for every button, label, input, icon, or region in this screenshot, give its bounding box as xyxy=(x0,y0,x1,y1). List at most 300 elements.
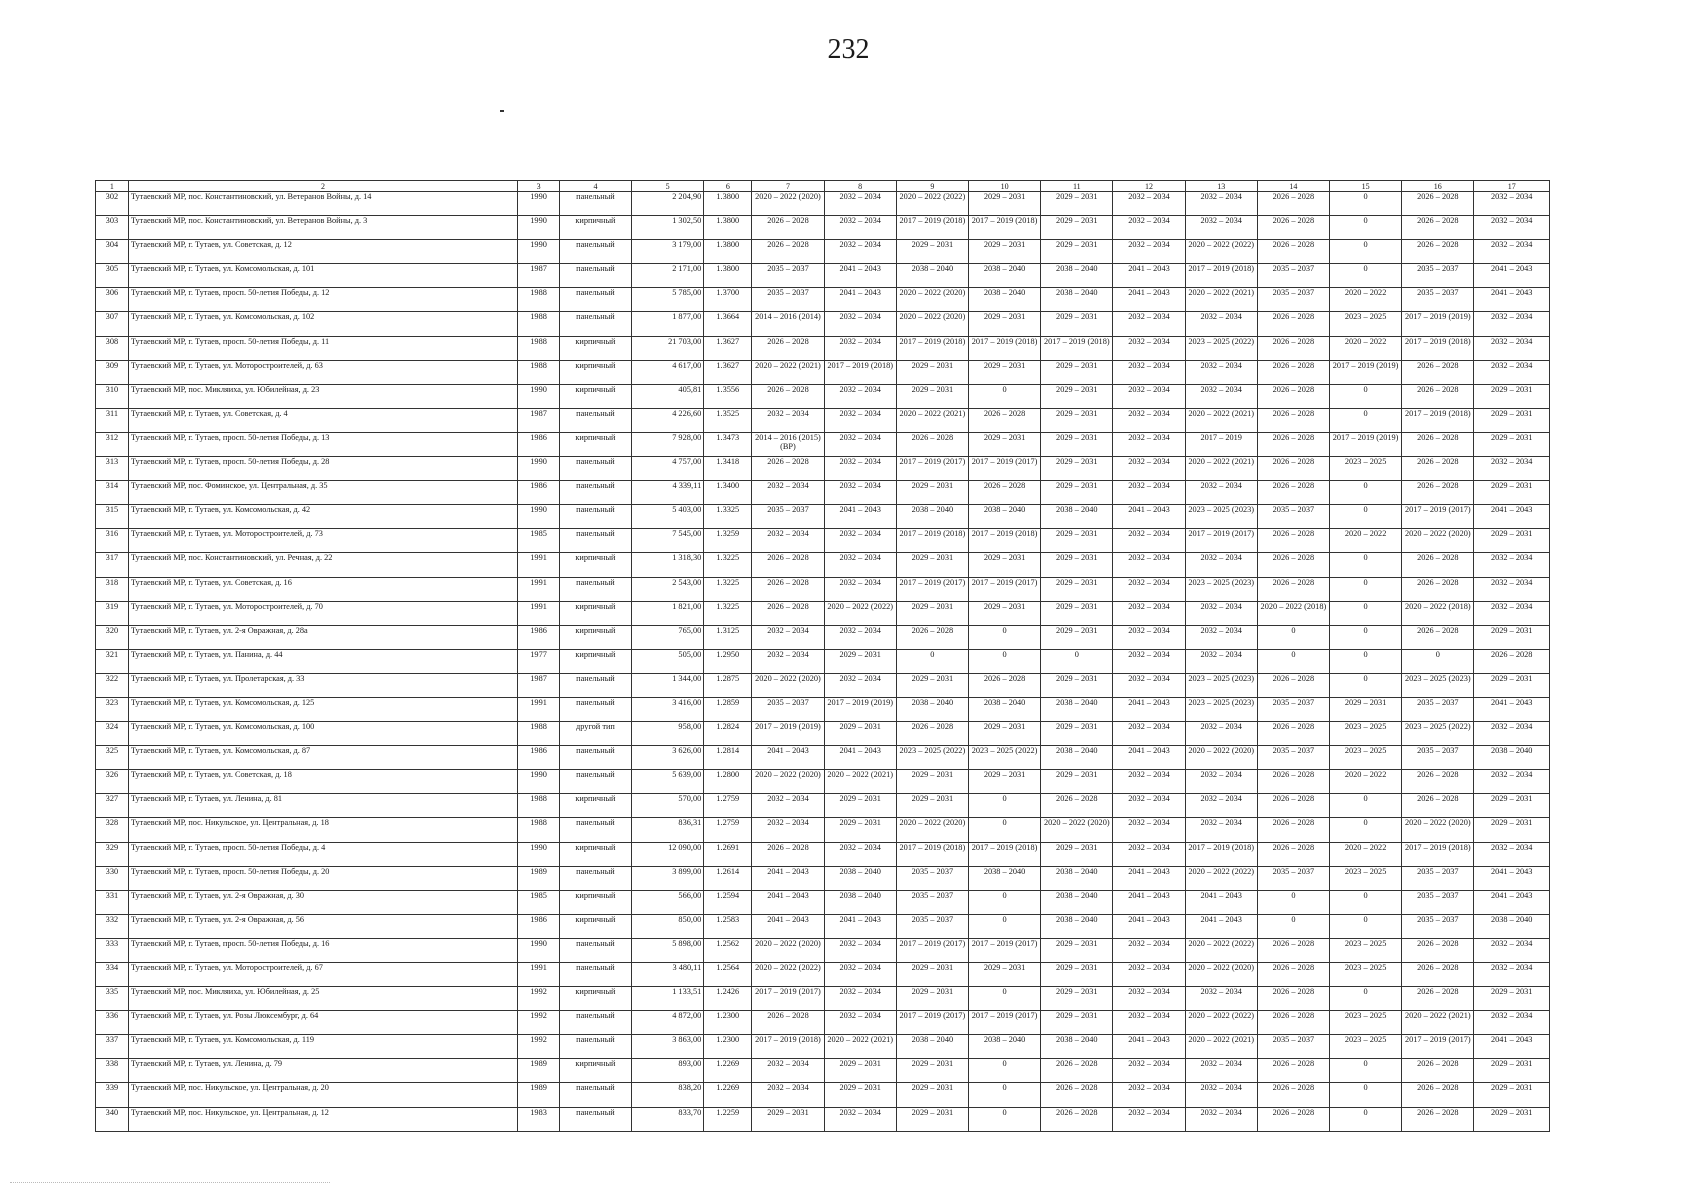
term-col-13-cell: 2032 – 2034 xyxy=(1185,818,1257,842)
year-built-cell: 1989 xyxy=(518,1083,560,1107)
year-built-cell: 1986 xyxy=(518,746,560,770)
coefficient-cell: 1.2259 xyxy=(704,1107,752,1131)
term-col-16-cell: 2023 – 2025 (2022) xyxy=(1402,722,1474,746)
total-area-cell: 4 617,00 xyxy=(632,360,704,384)
term-col-13-cell: 2032 – 2034 xyxy=(1185,722,1257,746)
term-col-13-cell: 2032 – 2034 xyxy=(1185,1107,1257,1131)
table-row xyxy=(96,794,1550,818)
total-area-cell: 893,00 xyxy=(632,1059,704,1083)
wall-material-cell: кирпичный xyxy=(559,987,631,1011)
year-built-cell: 1986 xyxy=(518,481,560,505)
term-col-10-cell: 2038 – 2040 xyxy=(968,288,1040,312)
term-col-13-cell: 2020 – 2022 (2020) xyxy=(1185,963,1257,987)
year-built-cell: 1992 xyxy=(518,987,560,1011)
term-col-13-cell: 2032 – 2034 xyxy=(1185,601,1257,625)
address-cell: Тутаевский МР, г. Тутаев, ул. Ленина, д. 81 xyxy=(128,794,517,818)
term-col-11-cell: 2029 – 2031 xyxy=(1041,601,1113,625)
term-col-8-cell: 2032 – 2034 xyxy=(824,192,896,216)
wall-material-cell: панельный xyxy=(559,866,631,890)
term-col-13-cell: 2017 – 2019 (2018) xyxy=(1185,842,1257,866)
coefficient-cell: 1.2814 xyxy=(704,746,752,770)
term-col-15-cell: 2017 – 2019 (2019) xyxy=(1330,360,1402,384)
term-col-11-cell: 2029 – 2031 xyxy=(1041,770,1113,794)
term-col-14-cell: 2035 – 2037 xyxy=(1257,746,1329,770)
row-number-cell: 329 xyxy=(96,842,129,866)
term-col-14-cell: 2026 – 2028 xyxy=(1257,529,1329,553)
term-col-11-cell: 2029 – 2031 xyxy=(1041,722,1113,746)
term-col-9-cell: 2029 – 2031 xyxy=(896,963,968,987)
term-col-8-cell: 2032 – 2034 xyxy=(824,577,896,601)
wall-material-cell: панельный xyxy=(559,577,631,601)
address-cell: Тутаевский МР, г. Тутаев, ул. Панина, д. 44 xyxy=(128,649,517,673)
term-col-13-cell: 2020 – 2022 (2022) xyxy=(1185,866,1257,890)
column-header-6: 6 xyxy=(704,181,752,192)
address-cell: Тутаевский МР, пос. Фоминское, ул. Центральная, д. 35 xyxy=(128,481,517,505)
year-built-cell: 1990 xyxy=(518,192,560,216)
table-row xyxy=(96,336,1550,360)
term-col-11-cell: 2029 – 2031 xyxy=(1041,673,1113,697)
table-row xyxy=(96,649,1550,673)
wall-material-cell: кирпичный xyxy=(559,384,631,408)
term-col-15-cell: 2023 – 2025 xyxy=(1330,866,1402,890)
term-col-15-cell: 0 xyxy=(1330,1059,1402,1083)
coefficient-cell: 1.3556 xyxy=(704,384,752,408)
wall-material-cell: панельный xyxy=(559,312,631,336)
wall-material-cell: панельный xyxy=(559,529,631,553)
row-number-cell: 308 xyxy=(96,336,129,360)
term-col-7-cell: 2035 – 2037 xyxy=(752,288,824,312)
term-col-12-cell: 2032 – 2034 xyxy=(1113,192,1185,216)
term-col-7-cell: 2017 – 2019 (2017) xyxy=(752,987,824,1011)
total-area-cell: 3 626,00 xyxy=(632,746,704,770)
year-built-cell: 1987 xyxy=(518,264,560,288)
term-col-15-cell: 0 xyxy=(1330,505,1402,529)
term-col-10-cell: 2029 – 2031 xyxy=(968,192,1040,216)
term-col-9-cell: 2017 – 2019 (2018) xyxy=(896,336,968,360)
term-col-15-cell: 0 xyxy=(1330,1107,1402,1131)
term-col-7-cell: 2026 – 2028 xyxy=(752,577,824,601)
term-col-8-cell: 2032 – 2034 xyxy=(824,481,896,505)
column-header-14: 14 xyxy=(1257,181,1329,192)
coefficient-cell: 1.2269 xyxy=(704,1083,752,1107)
coefficient-cell: 1.2824 xyxy=(704,722,752,746)
term-col-8-cell: 2029 – 2031 xyxy=(824,818,896,842)
total-area-cell: 2 543,00 xyxy=(632,577,704,601)
term-col-10-cell: 2029 – 2031 xyxy=(968,432,1040,456)
total-area-cell: 4 339,11 xyxy=(632,481,704,505)
term-col-9-cell: 2017 – 2019 (2018) xyxy=(896,842,968,866)
term-col-13-cell: 2017 – 2019 (2017) xyxy=(1185,529,1257,553)
term-col-17-cell: 2041 – 2043 xyxy=(1474,505,1550,529)
term-col-14-cell: 2026 – 2028 xyxy=(1257,818,1329,842)
term-col-13-cell: 2032 – 2034 xyxy=(1185,649,1257,673)
column-header-11: 11 xyxy=(1041,181,1113,192)
coefficient-cell: 1.3800 xyxy=(704,240,752,264)
coefficient-cell: 1.2859 xyxy=(704,697,752,721)
term-col-9-cell: 2029 – 2031 xyxy=(896,360,968,384)
term-col-14-cell: 2035 – 2037 xyxy=(1257,697,1329,721)
term-col-16-cell: 2035 – 2037 xyxy=(1402,890,1474,914)
term-col-15-cell: 0 xyxy=(1330,240,1402,264)
term-col-17-cell: 2041 – 2043 xyxy=(1474,1035,1550,1059)
table-row xyxy=(96,866,1550,890)
term-col-11-cell: 2017 – 2019 (2018) xyxy=(1041,336,1113,360)
term-col-10-cell: 2029 – 2031 xyxy=(968,240,1040,264)
term-col-11-cell: 2029 – 2031 xyxy=(1041,432,1113,456)
total-area-cell: 5 785,00 xyxy=(632,288,704,312)
term-col-14-cell: 2026 – 2028 xyxy=(1257,384,1329,408)
row-number-cell: 303 xyxy=(96,216,129,240)
total-area-cell: 21 703,00 xyxy=(632,336,704,360)
term-col-17-cell: 2032 – 2034 xyxy=(1474,601,1550,625)
term-col-11-cell: 2029 – 2031 xyxy=(1041,384,1113,408)
coefficient-cell: 1.2300 xyxy=(704,1011,752,1035)
term-col-10-cell: 0 xyxy=(968,1059,1040,1083)
year-built-cell: 1988 xyxy=(518,722,560,746)
term-col-17-cell: 2029 – 2031 xyxy=(1474,794,1550,818)
total-area-cell: 850,00 xyxy=(632,914,704,938)
term-col-9-cell: 2026 – 2028 xyxy=(896,625,968,649)
term-col-14-cell: 2026 – 2028 xyxy=(1257,553,1329,577)
year-built-cell: 1990 xyxy=(518,505,560,529)
term-col-13-cell: 2017 – 2019 (2018) xyxy=(1185,264,1257,288)
year-built-cell: 1992 xyxy=(518,1011,560,1035)
term-col-9-cell: 2029 – 2031 xyxy=(896,794,968,818)
total-area-cell: 5 898,00 xyxy=(632,938,704,962)
wall-material-cell: панельный xyxy=(559,1011,631,1035)
term-col-16-cell: 2020 – 2022 (2020) xyxy=(1402,818,1474,842)
term-col-10-cell: 0 xyxy=(968,1083,1040,1107)
term-col-11-cell: 2026 – 2028 xyxy=(1041,794,1113,818)
term-col-15-cell: 0 xyxy=(1330,794,1402,818)
term-col-10-cell: 2029 – 2031 xyxy=(968,770,1040,794)
term-col-12-cell: 2032 – 2034 xyxy=(1113,336,1185,360)
coefficient-cell: 1.3800 xyxy=(704,264,752,288)
term-col-7-cell: 2020 – 2022 (2020) xyxy=(752,938,824,962)
term-col-8-cell: 2017 – 2019 (2018) xyxy=(824,360,896,384)
term-col-8-cell: 2020 – 2022 (2021) xyxy=(824,1035,896,1059)
coefficient-cell: 1.3700 xyxy=(704,288,752,312)
term-col-14-cell: 2020 – 2022 (2018) xyxy=(1257,601,1329,625)
term-col-15-cell: 0 xyxy=(1330,481,1402,505)
term-col-10-cell: 2017 – 2019 (2017) xyxy=(968,938,1040,962)
total-area-cell: 765,00 xyxy=(632,625,704,649)
term-col-10-cell: 0 xyxy=(968,794,1040,818)
term-col-10-cell: 2038 – 2040 xyxy=(968,264,1040,288)
year-built-cell: 1988 xyxy=(518,794,560,818)
term-col-7-cell: 2026 – 2028 xyxy=(752,601,824,625)
term-col-17-cell: 2032 – 2034 xyxy=(1474,722,1550,746)
term-col-13-cell: 2032 – 2034 xyxy=(1185,770,1257,794)
term-col-13-cell: 2023 – 2025 (2023) xyxy=(1185,673,1257,697)
term-col-16-cell: 2017 – 2019 (2018) xyxy=(1402,408,1474,432)
term-col-12-cell: 2032 – 2034 xyxy=(1113,649,1185,673)
term-col-9-cell: 2020 – 2022 (2020) xyxy=(896,312,968,336)
row-number-cell: 330 xyxy=(96,866,129,890)
term-col-17-cell: 2026 – 2028 xyxy=(1474,649,1550,673)
table-row xyxy=(96,360,1550,384)
term-col-13-cell: 2041 – 2043 xyxy=(1185,914,1257,938)
term-col-9-cell: 2038 – 2040 xyxy=(896,697,968,721)
term-col-17-cell: 2032 – 2034 xyxy=(1474,577,1550,601)
total-area-cell: 2 171,00 xyxy=(632,264,704,288)
row-number-cell: 323 xyxy=(96,697,129,721)
term-col-12-cell: 2032 – 2034 xyxy=(1113,553,1185,577)
term-col-13-cell: 2032 – 2034 xyxy=(1185,625,1257,649)
table-row xyxy=(96,529,1550,553)
term-col-7-cell: 2026 – 2028 xyxy=(752,1011,824,1035)
row-number-cell: 331 xyxy=(96,890,129,914)
total-area-cell: 838,20 xyxy=(632,1083,704,1107)
term-col-7-cell: 2035 – 2037 xyxy=(752,697,824,721)
term-col-8-cell: 2041 – 2043 xyxy=(824,505,896,529)
table-row xyxy=(96,938,1550,962)
row-number-cell: 339 xyxy=(96,1083,129,1107)
term-col-8-cell: 2032 – 2034 xyxy=(824,384,896,408)
address-cell: Тутаевский МР, пос. Константиновский, ул. Речная, д. 22 xyxy=(128,553,517,577)
term-col-8-cell: 2032 – 2034 xyxy=(824,529,896,553)
term-col-15-cell: 2029 – 2031 xyxy=(1330,697,1402,721)
year-built-cell: 1989 xyxy=(518,866,560,890)
term-col-17-cell: 2029 – 2031 xyxy=(1474,673,1550,697)
table-row xyxy=(96,312,1550,336)
wall-material-cell: панельный xyxy=(559,818,631,842)
table-row xyxy=(96,1083,1550,1107)
term-col-16-cell: 2017 – 2019 (2019) xyxy=(1402,312,1474,336)
term-col-8-cell: 2029 – 2031 xyxy=(824,722,896,746)
term-col-14-cell: 2026 – 2028 xyxy=(1257,336,1329,360)
address-cell: Тутаевский МР, г. Тутаев, ул. Комсомольская, д. 101 xyxy=(128,264,517,288)
term-col-9-cell: 2020 – 2022 (2021) xyxy=(896,408,968,432)
term-col-11-cell: 0 xyxy=(1041,649,1113,673)
year-built-cell: 1990 xyxy=(518,457,560,481)
year-built-cell: 1990 xyxy=(518,240,560,264)
term-col-9-cell: 2029 – 2031 xyxy=(896,673,968,697)
wall-material-cell: кирпичный xyxy=(559,216,631,240)
term-col-10-cell: 2029 – 2031 xyxy=(968,360,1040,384)
term-col-17-cell: 2029 – 2031 xyxy=(1474,625,1550,649)
term-col-14-cell: 2035 – 2037 xyxy=(1257,288,1329,312)
coefficient-cell: 1.2875 xyxy=(704,673,752,697)
row-number-cell: 337 xyxy=(96,1035,129,1059)
wall-material-cell: панельный xyxy=(559,264,631,288)
term-col-7-cell: 2032 – 2034 xyxy=(752,818,824,842)
coefficient-cell: 1.3325 xyxy=(704,505,752,529)
row-number-cell: 318 xyxy=(96,577,129,601)
term-col-16-cell: 2026 – 2028 xyxy=(1402,963,1474,987)
wall-material-cell: кирпичный xyxy=(559,553,631,577)
row-number-cell: 305 xyxy=(96,264,129,288)
term-col-16-cell: 2026 – 2028 xyxy=(1402,216,1474,240)
address-cell: Тутаевский МР, г. Тутаев, ул. Комсомольская, д. 100 xyxy=(128,722,517,746)
address-cell: Тутаевский МР, г. Тутаев, ул. 2-я Овражная, д. 28а xyxy=(128,625,517,649)
term-col-12-cell: 2041 – 2043 xyxy=(1113,1035,1185,1059)
term-col-9-cell: 2026 – 2028 xyxy=(896,722,968,746)
term-col-16-cell: 0 xyxy=(1402,649,1474,673)
coefficient-cell: 1.3473 xyxy=(704,432,752,456)
address-cell: Тутаевский МР, пос. Константиновский, ул. Ветеранов Войны, д. 14 xyxy=(128,192,517,216)
term-col-11-cell: 2038 – 2040 xyxy=(1041,697,1113,721)
address-cell: Тутаевский МР, г. Тутаев, ул. Моторостроителей, д. 67 xyxy=(128,963,517,987)
term-col-12-cell: 2032 – 2034 xyxy=(1113,457,1185,481)
term-col-10-cell: 0 xyxy=(968,1107,1040,1131)
term-col-16-cell: 2020 – 2022 (2020) xyxy=(1402,529,1474,553)
term-col-10-cell: 0 xyxy=(968,384,1040,408)
row-number-cell: 304 xyxy=(96,240,129,264)
term-col-7-cell: 2020 – 2022 (2020) xyxy=(752,770,824,794)
term-col-17-cell: 2038 – 2040 xyxy=(1474,746,1550,770)
term-col-10-cell: 2029 – 2031 xyxy=(968,312,1040,336)
year-built-cell: 1991 xyxy=(518,553,560,577)
row-number-cell: 333 xyxy=(96,938,129,962)
term-col-8-cell: 2020 – 2022 (2022) xyxy=(824,601,896,625)
term-col-8-cell: 2032 – 2034 xyxy=(824,216,896,240)
term-col-15-cell: 0 xyxy=(1330,553,1402,577)
table-row xyxy=(96,697,1550,721)
term-col-9-cell: 2035 – 2037 xyxy=(896,914,968,938)
wall-material-cell: кирпичный xyxy=(559,842,631,866)
row-number-cell: 315 xyxy=(96,505,129,529)
term-col-7-cell: 2041 – 2043 xyxy=(752,746,824,770)
term-col-10-cell: 2017 – 2019 (2017) xyxy=(968,1011,1040,1035)
term-col-9-cell: 0 xyxy=(896,649,968,673)
term-col-16-cell: 2017 – 2019 (2017) xyxy=(1402,1035,1474,1059)
term-col-15-cell: 2023 – 2025 xyxy=(1330,938,1402,962)
term-col-15-cell: 0 xyxy=(1330,601,1402,625)
term-col-13-cell: 2032 – 2034 xyxy=(1185,312,1257,336)
year-built-cell: 1987 xyxy=(518,673,560,697)
term-col-17-cell: 2032 – 2034 xyxy=(1474,457,1550,481)
term-col-10-cell: 2017 – 2019 (2018) xyxy=(968,529,1040,553)
term-col-16-cell: 2020 – 2022 (2018) xyxy=(1402,601,1474,625)
address-cell: Тутаевский МР, г. Тутаев, просп. 50-летия Победы, д. 4 xyxy=(128,842,517,866)
term-col-15-cell: 2023 – 2025 xyxy=(1330,1035,1402,1059)
address-cell: Тутаевский МР, г. Тутаев, ул. Ленина, д. 79 xyxy=(128,1059,517,1083)
term-col-13-cell: 2020 – 2022 (2022) xyxy=(1185,938,1257,962)
term-col-13-cell: 2032 – 2034 xyxy=(1185,1083,1257,1107)
term-col-13-cell: 2020 – 2022 (2021) xyxy=(1185,1035,1257,1059)
wall-material-cell: панельный xyxy=(559,746,631,770)
term-col-12-cell: 2032 – 2034 xyxy=(1113,818,1185,842)
address-cell: Тутаевский МР, пос. Микляиха, ул. Юбилейная, д. 25 xyxy=(128,987,517,1011)
row-number-cell: 334 xyxy=(96,963,129,987)
wall-material-cell: кирпичный xyxy=(559,360,631,384)
table-row xyxy=(96,240,1550,264)
term-col-14-cell: 0 xyxy=(1257,890,1329,914)
term-col-9-cell: 2035 – 2037 xyxy=(896,890,968,914)
row-number-cell: 338 xyxy=(96,1059,129,1083)
term-col-8-cell: 2038 – 2040 xyxy=(824,890,896,914)
term-col-8-cell: 2038 – 2040 xyxy=(824,866,896,890)
term-col-17-cell: 2029 – 2031 xyxy=(1474,408,1550,432)
coefficient-cell: 1.3400 xyxy=(704,481,752,505)
coefficient-cell: 1.2583 xyxy=(704,914,752,938)
year-built-cell: 1987 xyxy=(518,408,560,432)
total-area-cell: 7 545,00 xyxy=(632,529,704,553)
wall-material-cell: панельный xyxy=(559,1107,631,1131)
address-cell: Тутаевский МР, г. Тутаев, просп. 50-летия Победы, д. 11 xyxy=(128,336,517,360)
coefficient-cell: 1.2759 xyxy=(704,818,752,842)
term-col-14-cell: 0 xyxy=(1257,914,1329,938)
term-col-8-cell: 2029 – 2031 xyxy=(824,1083,896,1107)
term-col-15-cell: 0 xyxy=(1330,264,1402,288)
coefficient-cell: 1.2950 xyxy=(704,649,752,673)
term-col-10-cell: 2038 – 2040 xyxy=(968,505,1040,529)
term-col-7-cell: 2026 – 2028 xyxy=(752,240,824,264)
term-col-8-cell: 2032 – 2034 xyxy=(824,987,896,1011)
term-col-15-cell: 2020 – 2022 xyxy=(1330,842,1402,866)
term-col-10-cell: 0 xyxy=(968,649,1040,673)
term-col-12-cell: 2041 – 2043 xyxy=(1113,264,1185,288)
address-cell: Тутаевский МР, г. Тутаев, ул. Комсомольская, д. 87 xyxy=(128,746,517,770)
term-col-12-cell: 2032 – 2034 xyxy=(1113,1107,1185,1131)
scan-footer-mark xyxy=(10,1182,330,1184)
coefficient-cell: 1.3800 xyxy=(704,192,752,216)
total-area-cell: 1 344,00 xyxy=(632,673,704,697)
term-col-15-cell: 2017 – 2019 (2019) xyxy=(1330,432,1402,456)
term-col-17-cell: 2029 – 2031 xyxy=(1474,432,1550,456)
term-col-13-cell: 2023 – 2025 (2022) xyxy=(1185,336,1257,360)
term-col-12-cell: 2032 – 2034 xyxy=(1113,987,1185,1011)
term-col-10-cell: 0 xyxy=(968,987,1040,1011)
term-col-9-cell: 2029 – 2031 xyxy=(896,770,968,794)
address-cell: Тутаевский МР, г. Тутаев, ул. 2-я Овражная, д. 56 xyxy=(128,914,517,938)
term-col-7-cell: 2032 – 2034 xyxy=(752,649,824,673)
term-col-7-cell: 2029 – 2031 xyxy=(752,1107,824,1131)
coefficient-cell: 1.3627 xyxy=(704,360,752,384)
table-row xyxy=(96,457,1550,481)
table-row xyxy=(96,553,1550,577)
term-col-13-cell: 2023 – 2025 (2023) xyxy=(1185,577,1257,601)
table-row xyxy=(96,770,1550,794)
term-col-8-cell: 2017 – 2019 (2019) xyxy=(824,697,896,721)
term-col-7-cell: 2020 – 2022 (2022) xyxy=(752,963,824,987)
term-col-7-cell: 2017 – 2019 (2019) xyxy=(752,722,824,746)
term-col-12-cell: 2032 – 2034 xyxy=(1113,312,1185,336)
address-cell: Тутаевский МР, пос. Никульское, ул. Центральная, д. 18 xyxy=(128,818,517,842)
term-col-15-cell: 2023 – 2025 xyxy=(1330,746,1402,770)
term-col-11-cell: 2029 – 2031 xyxy=(1041,408,1113,432)
year-built-cell: 1985 xyxy=(518,529,560,553)
term-col-7-cell: 2032 – 2034 xyxy=(752,625,824,649)
term-col-13-cell: 2032 – 2034 xyxy=(1185,481,1257,505)
term-col-14-cell: 2026 – 2028 xyxy=(1257,938,1329,962)
total-area-cell: 405,81 xyxy=(632,384,704,408)
table-row xyxy=(96,1011,1550,1035)
term-col-12-cell: 2032 – 2034 xyxy=(1113,963,1185,987)
address-cell: Тутаевский МР, г. Тутаев, ул. Моторостроителей, д. 73 xyxy=(128,529,517,553)
term-col-9-cell: 2020 – 2022 (2022) xyxy=(896,192,968,216)
wall-material-cell: панельный xyxy=(559,192,631,216)
table-row xyxy=(96,481,1550,505)
address-cell: Тутаевский МР, г. Тутаев, ул. Комсомольская, д. 102 xyxy=(128,312,517,336)
table-row xyxy=(96,746,1550,770)
address-cell: Тутаевский МР, пос. Константиновский, ул. Ветеранов Войны, д. 3 xyxy=(128,216,517,240)
row-number-cell: 326 xyxy=(96,770,129,794)
term-col-16-cell: 2026 – 2028 xyxy=(1402,457,1474,481)
address-cell: Тутаевский МР, г. Тутаев, просп. 50-летия Победы, д. 13 xyxy=(128,432,517,456)
term-col-7-cell: 2014 – 2016 (2015) (ВР) xyxy=(752,432,824,456)
total-area-cell: 1 877,00 xyxy=(632,312,704,336)
term-col-10-cell: 2038 – 2040 xyxy=(968,697,1040,721)
term-col-14-cell: 2035 – 2037 xyxy=(1257,264,1329,288)
term-col-12-cell: 2041 – 2043 xyxy=(1113,890,1185,914)
wall-material-cell: панельный xyxy=(559,1083,631,1107)
term-col-10-cell: 2017 – 2019 (2017) xyxy=(968,457,1040,481)
term-col-16-cell: 2017 – 2019 (2018) xyxy=(1402,336,1474,360)
term-col-14-cell: 2026 – 2028 xyxy=(1257,216,1329,240)
term-col-14-cell: 2035 – 2037 xyxy=(1257,505,1329,529)
